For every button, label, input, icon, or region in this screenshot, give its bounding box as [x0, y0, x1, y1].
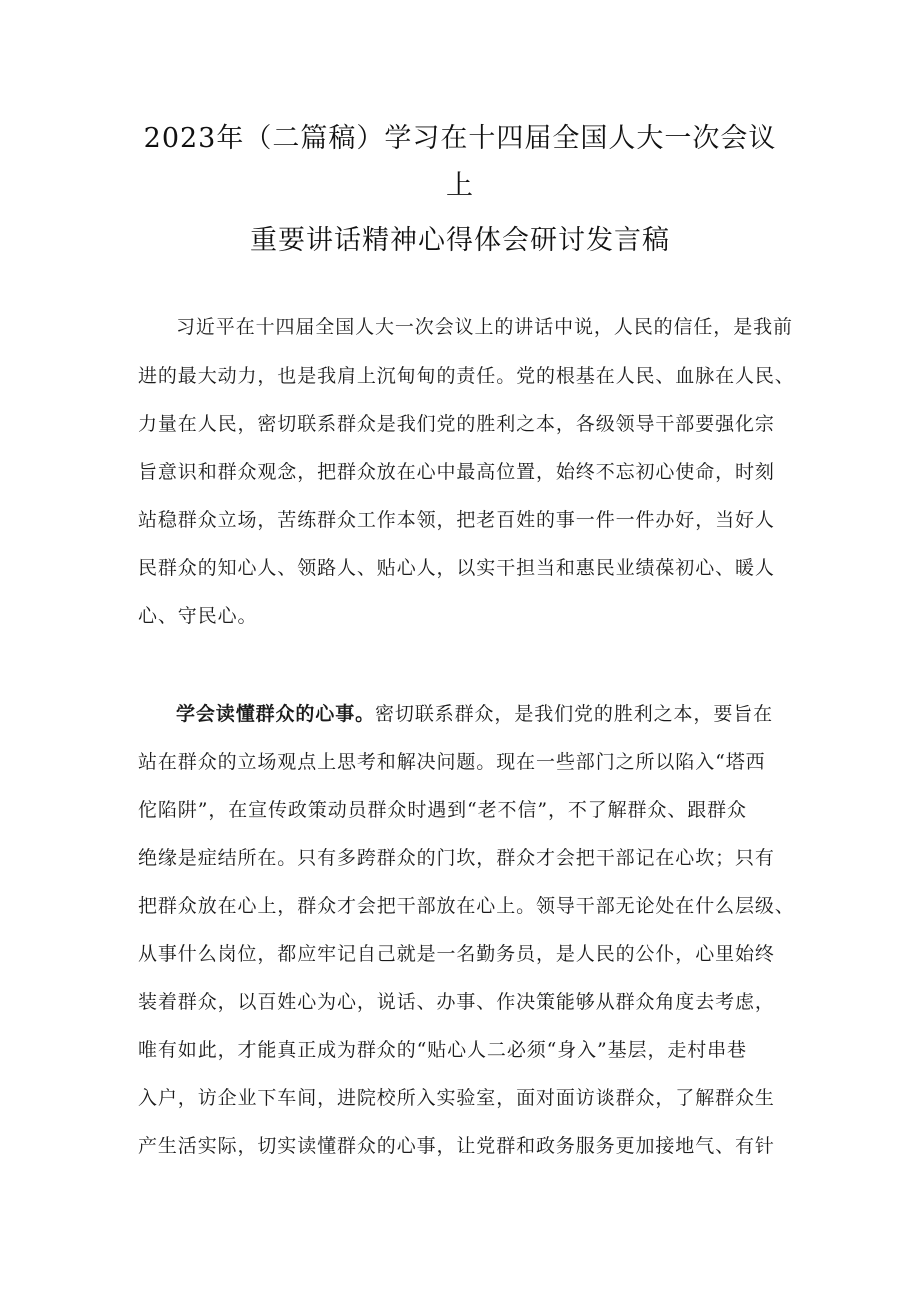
section-1-line: 产生活实际，切实读懂群众的心事，让党群和政务服务更加接地气、有针 [138, 1135, 775, 1157]
section-1-line: 绝缘是症结所在。只有多跨群众的门坎，群众才会把干部记在心坎；只有 [138, 847, 775, 869]
intro-line: 习近平在十四届全国人大一次会议上的讲话中说，人民的信任，是我前 [176, 316, 793, 338]
section-1-line: 把群众放在心上，群众才会把干部放在心上。领导干部无论处在什么层级、 [138, 895, 795, 917]
intro-line: 心、守民心。 [138, 605, 258, 627]
section-1-heading: 学会读懂群众的心事。 [176, 703, 376, 725]
section-1-line: 装着群众，以百姓心为心，说话、办事、作决策能够从群众角度去考虑， [138, 991, 775, 1013]
intro-line: 力量在人民，密切联系群众是我们党的胜利之本，各级领导干部要强化宗 [138, 413, 775, 435]
section-1-line: 从事什么岗位，都应牢记自己就是一名勤务员，是人民的公仆，心里始终 [138, 943, 775, 965]
section-1-line: 入户，访企业下车间，进院校所入实验室，面对面访谈群众，了解群众生 [138, 1087, 775, 1109]
section-1-first-line [176, 702, 836, 726]
intro-line: 站稳群众立场，苦练群众工作本领，把老百姓的事一件一件办好，当好人 [138, 509, 775, 531]
title-line-1: 2023年（二篇稿）学习在十四届全国人大一次会议 [143, 123, 777, 154]
section-1-line: 站在群众的立场观点上思考和解决问题。现在一些部门之所以陷入“塔西 [138, 751, 766, 773]
title-line-2: 上 [446, 170, 474, 201]
intro-line: 旨意识和群众观念，把群众放在心中最高位置，始终不忘初心使命，时刻 [138, 461, 775, 483]
section-1-first-line-text: 密切联系群众，是我们党的胜利之本，要旨在 [375, 703, 774, 725]
section-1-line: 唯有如此，才能真正成为群众的“贴心人二必须“身入”基层，走村串巷 [138, 1039, 747, 1061]
section-1-line: 佗陷阱”，在宣传政策动员群众时遇到“老不信”，不了解群众、跟群众 [138, 799, 747, 821]
title-line-3: 重要讲话精神心得体会研讨发言稿 [250, 225, 670, 256]
intro-line: 民群众的知心人、领路人、贴心人，以实干担当和惠民业绩葆初心、暖人 [138, 557, 775, 579]
intro-line: 进的最大动力，也是我肩上沉甸甸的责任。党的根基在人民、血脉在人民、 [138, 365, 795, 387]
